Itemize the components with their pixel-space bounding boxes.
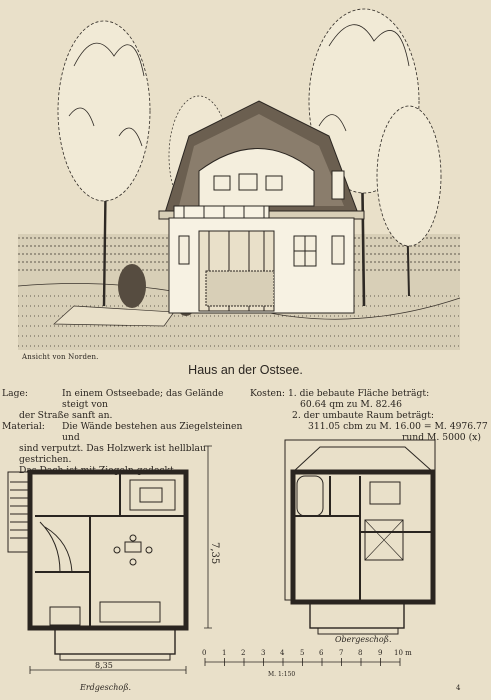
ground-floor-label: Erdgeschoß.	[80, 683, 132, 692]
scale-number: 6	[319, 649, 324, 657]
material-text-2: sind verputzt. Das Holzwerk ist hellblau gestrichen.	[19, 443, 206, 465]
upper-floor-label: Obergeschoß.	[335, 635, 392, 644]
scale-number: 0	[202, 649, 207, 657]
location-label: Lage:	[2, 388, 28, 399]
scale-number: 4	[280, 649, 285, 657]
scale-number: 1	[222, 649, 227, 657]
ground-height-dimension: 7,35	[209, 542, 220, 565]
location-row-2	[2, 410, 244, 421]
floor-plans	[0, 432, 491, 700]
material-text-3: Das Dach ist mit Ziegeln gedeckt.	[19, 465, 177, 476]
scale-label: M. 1:150	[268, 671, 296, 678]
ground-floor-plan	[8, 446, 212, 674]
location-text-1: In einem Ostseebade; das Gelände steigt von	[62, 388, 224, 410]
upper-floor-plan	[285, 440, 435, 634]
scale-number: 7	[339, 649, 344, 657]
ground-width-dimension: 8,35	[95, 661, 113, 670]
scale-number: 9	[378, 649, 383, 657]
cost-line-1	[250, 388, 490, 399]
cost-label: Kosten:	[250, 388, 286, 399]
cost-line-4: 311.05 cbm zu M. 16.00 = M. 4976.77	[308, 421, 488, 432]
scale-number: 8	[358, 649, 363, 657]
house-illustration	[14, 6, 464, 352]
page-title: Haus an der Ostsee.	[188, 363, 303, 377]
location-text-2: der Straße sanft an.	[19, 410, 113, 421]
scale-number: 3	[261, 649, 266, 657]
cost-text-1: 1. die bebaute Fläche beträgt:	[287, 388, 430, 399]
cost-line-5: rund M. 5000 (x)	[402, 432, 481, 443]
cost-line-3: 2. der umbaute Raum beträgt:	[292, 410, 434, 421]
location-row	[2, 388, 244, 410]
scale-number: 5	[300, 649, 305, 657]
cost-line-2: 60.64 qm zu M. 82.46	[300, 399, 402, 410]
scale-bar	[205, 658, 400, 666]
scale-number: 2	[241, 649, 246, 657]
page-number: 4	[456, 684, 461, 692]
material-label: Material:	[2, 421, 45, 432]
material-text-1: Die Wände bestehen aus Ziegelsteinen und	[62, 421, 243, 443]
scale-numbers	[202, 649, 412, 657]
scale-number: 10 m	[394, 649, 412, 657]
illustration-caption: Ansicht von Norden.	[22, 353, 99, 361]
